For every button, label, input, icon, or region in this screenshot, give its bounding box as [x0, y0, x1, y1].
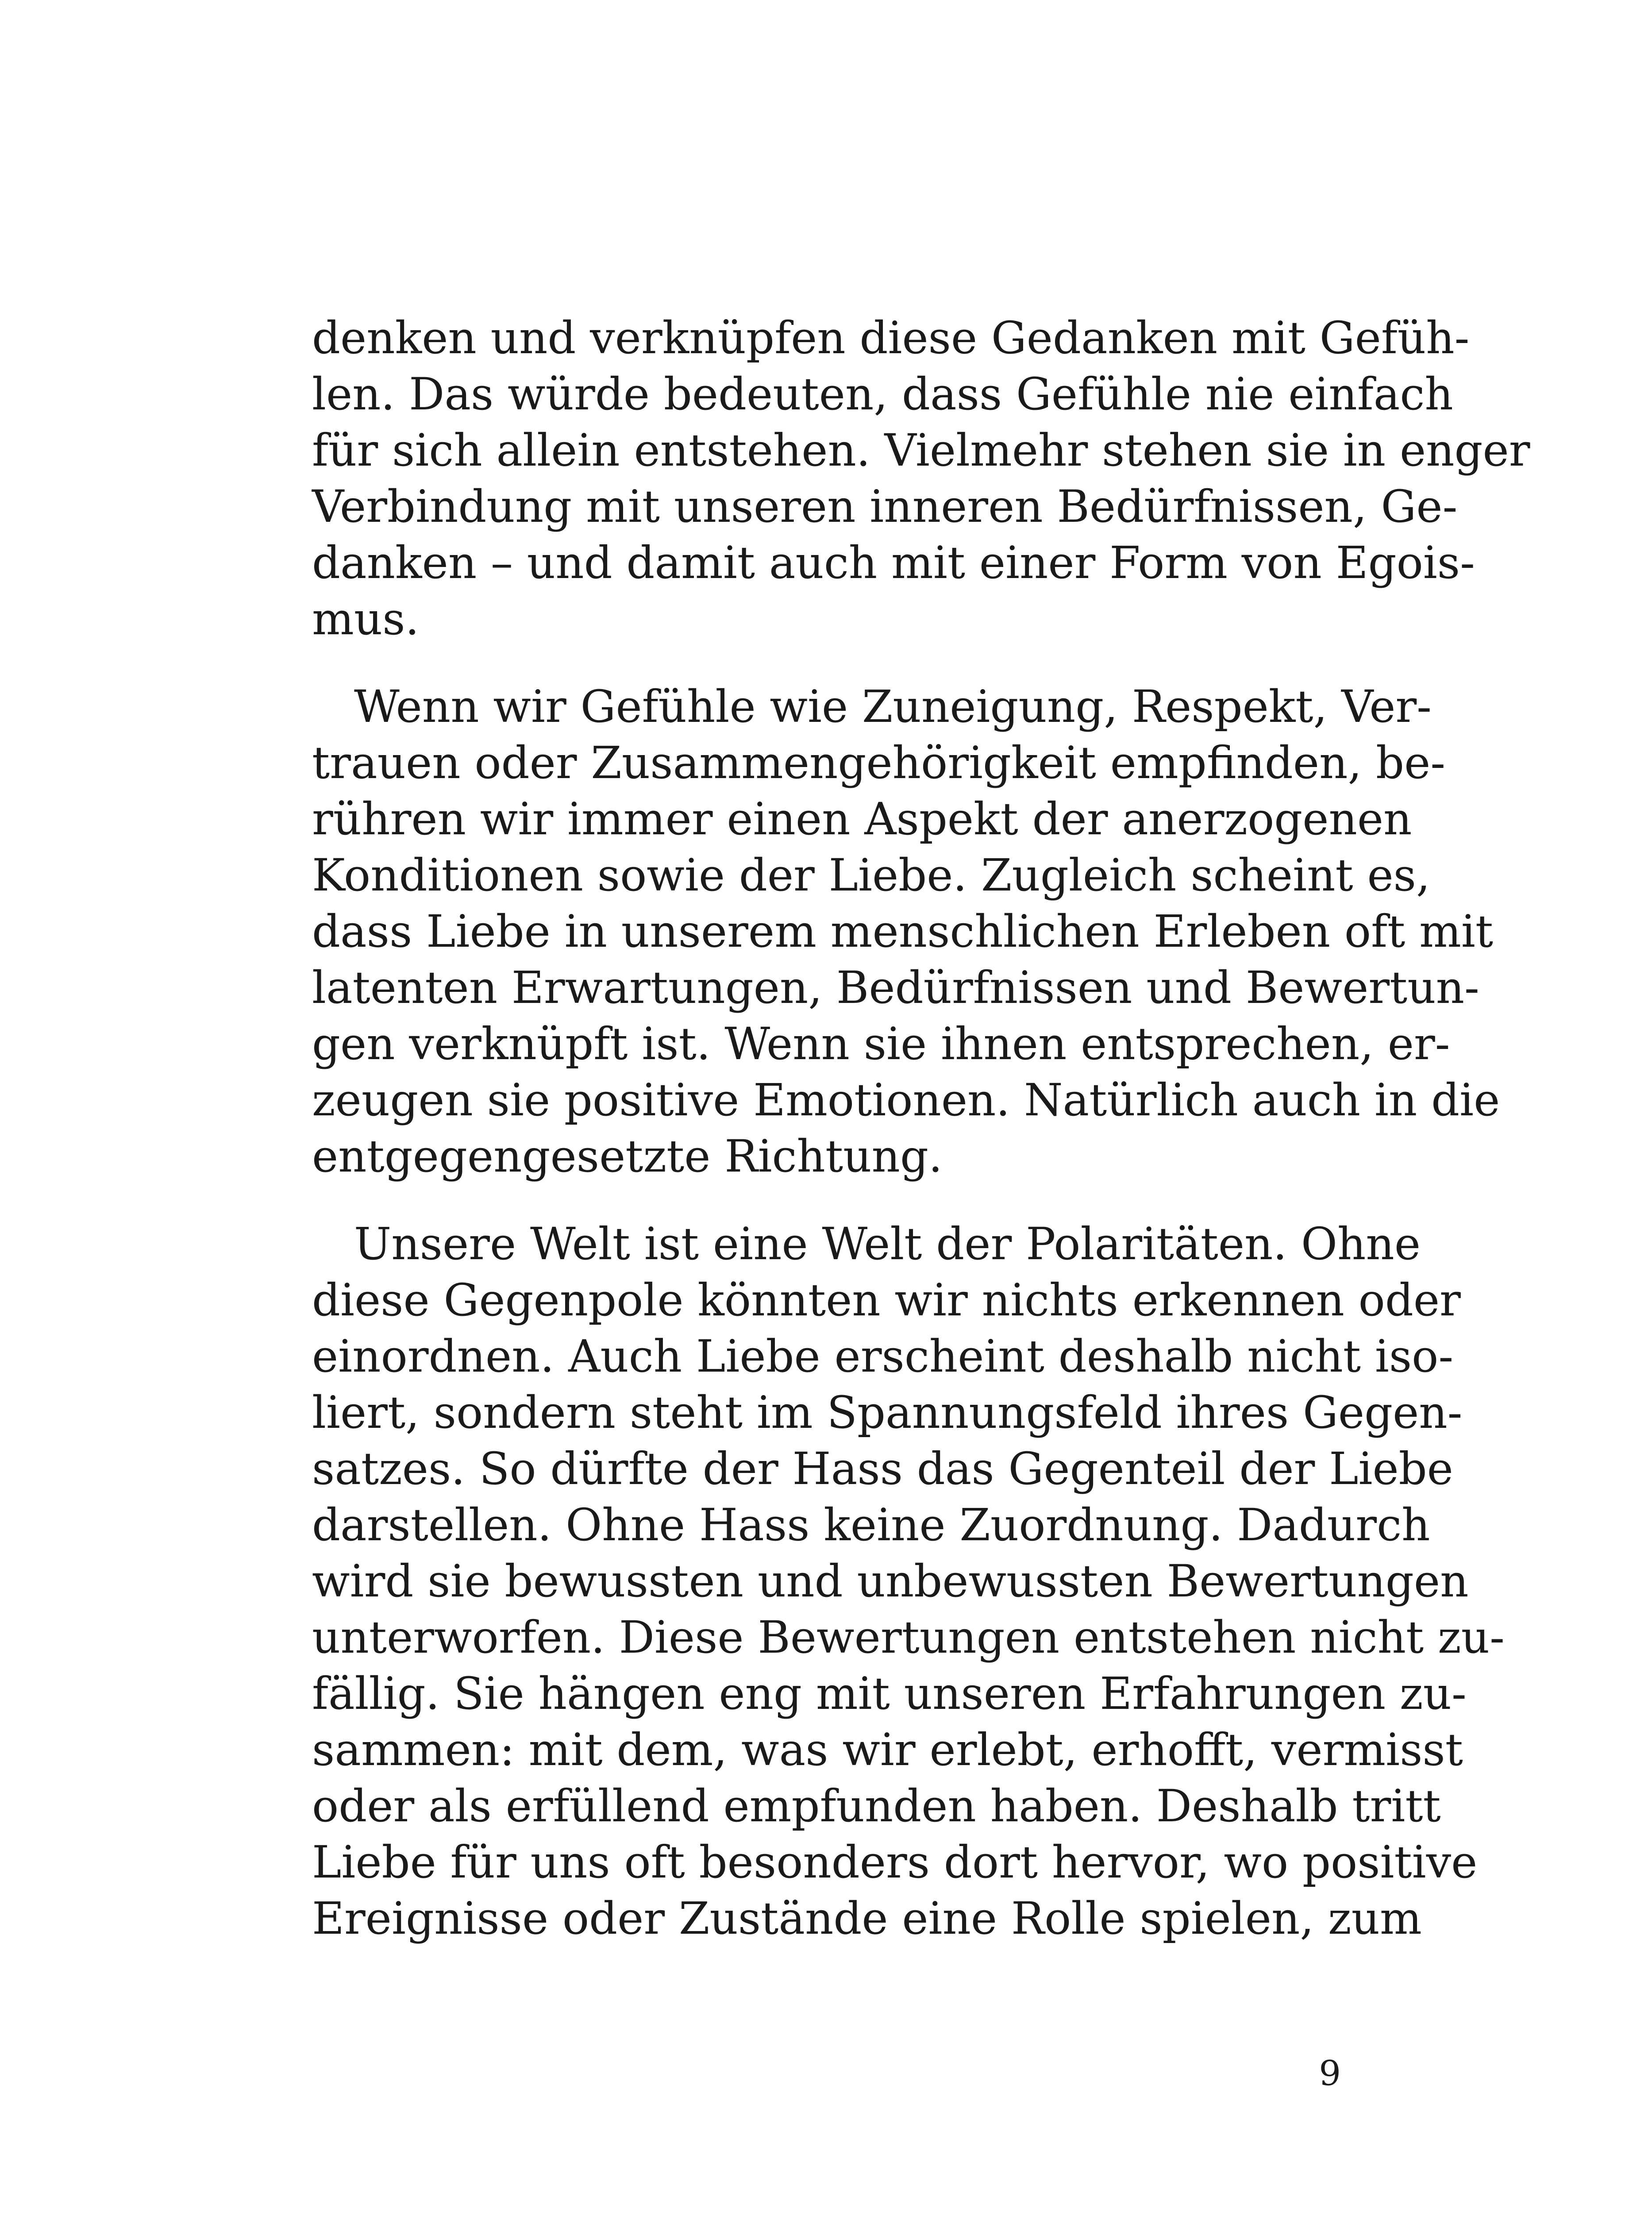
text-line: für sich allein entstehen. Vielmehr stehen sie in enger [312, 424, 1530, 476]
text-line: latenten Erwartungen, Bedürfnissen und Bewertun- [312, 962, 1479, 1014]
body-text [312, 310, 1530, 1947]
text-line: mus. [312, 593, 420, 645]
text-line: trauen oder Zusammengehörigkeit empfinden, be- [312, 737, 1446, 789]
text-line: entgegengesetzte Richtung. [312, 1130, 943, 1182]
text-line: gen verknüpft ist. Wenn sie ihnen entsprechen, er- [312, 1018, 1450, 1070]
text-line: satzes. So dürfte der Hass das Gegenteil der Liebe [312, 1443, 1453, 1495]
text-line: wird sie bewussten und unbewussten Bewertungen [312, 1555, 1469, 1607]
text-line: liert, sondern steht im Spannungsfeld ihres Gegen- [312, 1387, 1463, 1438]
text-line: Konditionen sowie der Liebe. Zugleich scheint es, [312, 849, 1430, 901]
text-line: len. Das würde bedeuten, dass Gefühle nie einfach [312, 368, 1453, 420]
text-line: denken und verknüpfen diese Gedanken mit Gefüh- [312, 312, 1470, 364]
text-line: sammen: mit dem, was wir erlebt, erhofft, vermisst [312, 1724, 1463, 1776]
paragraph-1 [312, 310, 1530, 647]
page-number: 9 [1319, 2054, 1341, 2093]
paragraph-2 [312, 679, 1500, 1184]
text-line: diese Gegenpole könnten wir nichts erkennen oder [312, 1274, 1461, 1326]
text-line: einordnen. Auch Liebe erscheint deshalb nicht iso- [312, 1330, 1454, 1382]
text-line: Liebe für uns oft besonders dort hervor, wo positive [312, 1836, 1478, 1888]
paragraph-3 [312, 1216, 1505, 1947]
text-line: Ereignisse oder Zustände eine Rolle spielen, zum [312, 1893, 1422, 1944]
text-line: Wenn wir Gefühle wie Zuneigung, Respekt, Ver- [354, 681, 1432, 733]
text-line: rühren wir immer einen Aspekt der anerzogenen [312, 793, 1412, 845]
text-line: oder als erfüllend empfunden haben. Deshalb tritt [312, 1780, 1441, 1832]
text-line: fällig. Sie hängen eng mit unseren Erfahrungen zu- [312, 1668, 1467, 1720]
text-line: zeugen sie positive Emotionen. Natürlich auch in die [312, 1074, 1500, 1126]
text-line: danken – und damit auch mit einer Form von Egois- [312, 537, 1475, 589]
text-line: Unsere Welt ist eine Welt der Polaritäten. Ohne [354, 1218, 1421, 1270]
text-line: Verbindung mit unseren inneren Bedürfnissen, Ge- [312, 481, 1458, 532]
text-line: unterworfen. Diese Bewertungen entstehen nicht zu- [312, 1612, 1505, 1663]
text-line: darstellen. Ohne Hass keine Zuordnung. Dadurch [312, 1499, 1430, 1551]
text-line: dass Liebe in unserem menschlichen Erleben oft mit [312, 906, 1494, 957]
